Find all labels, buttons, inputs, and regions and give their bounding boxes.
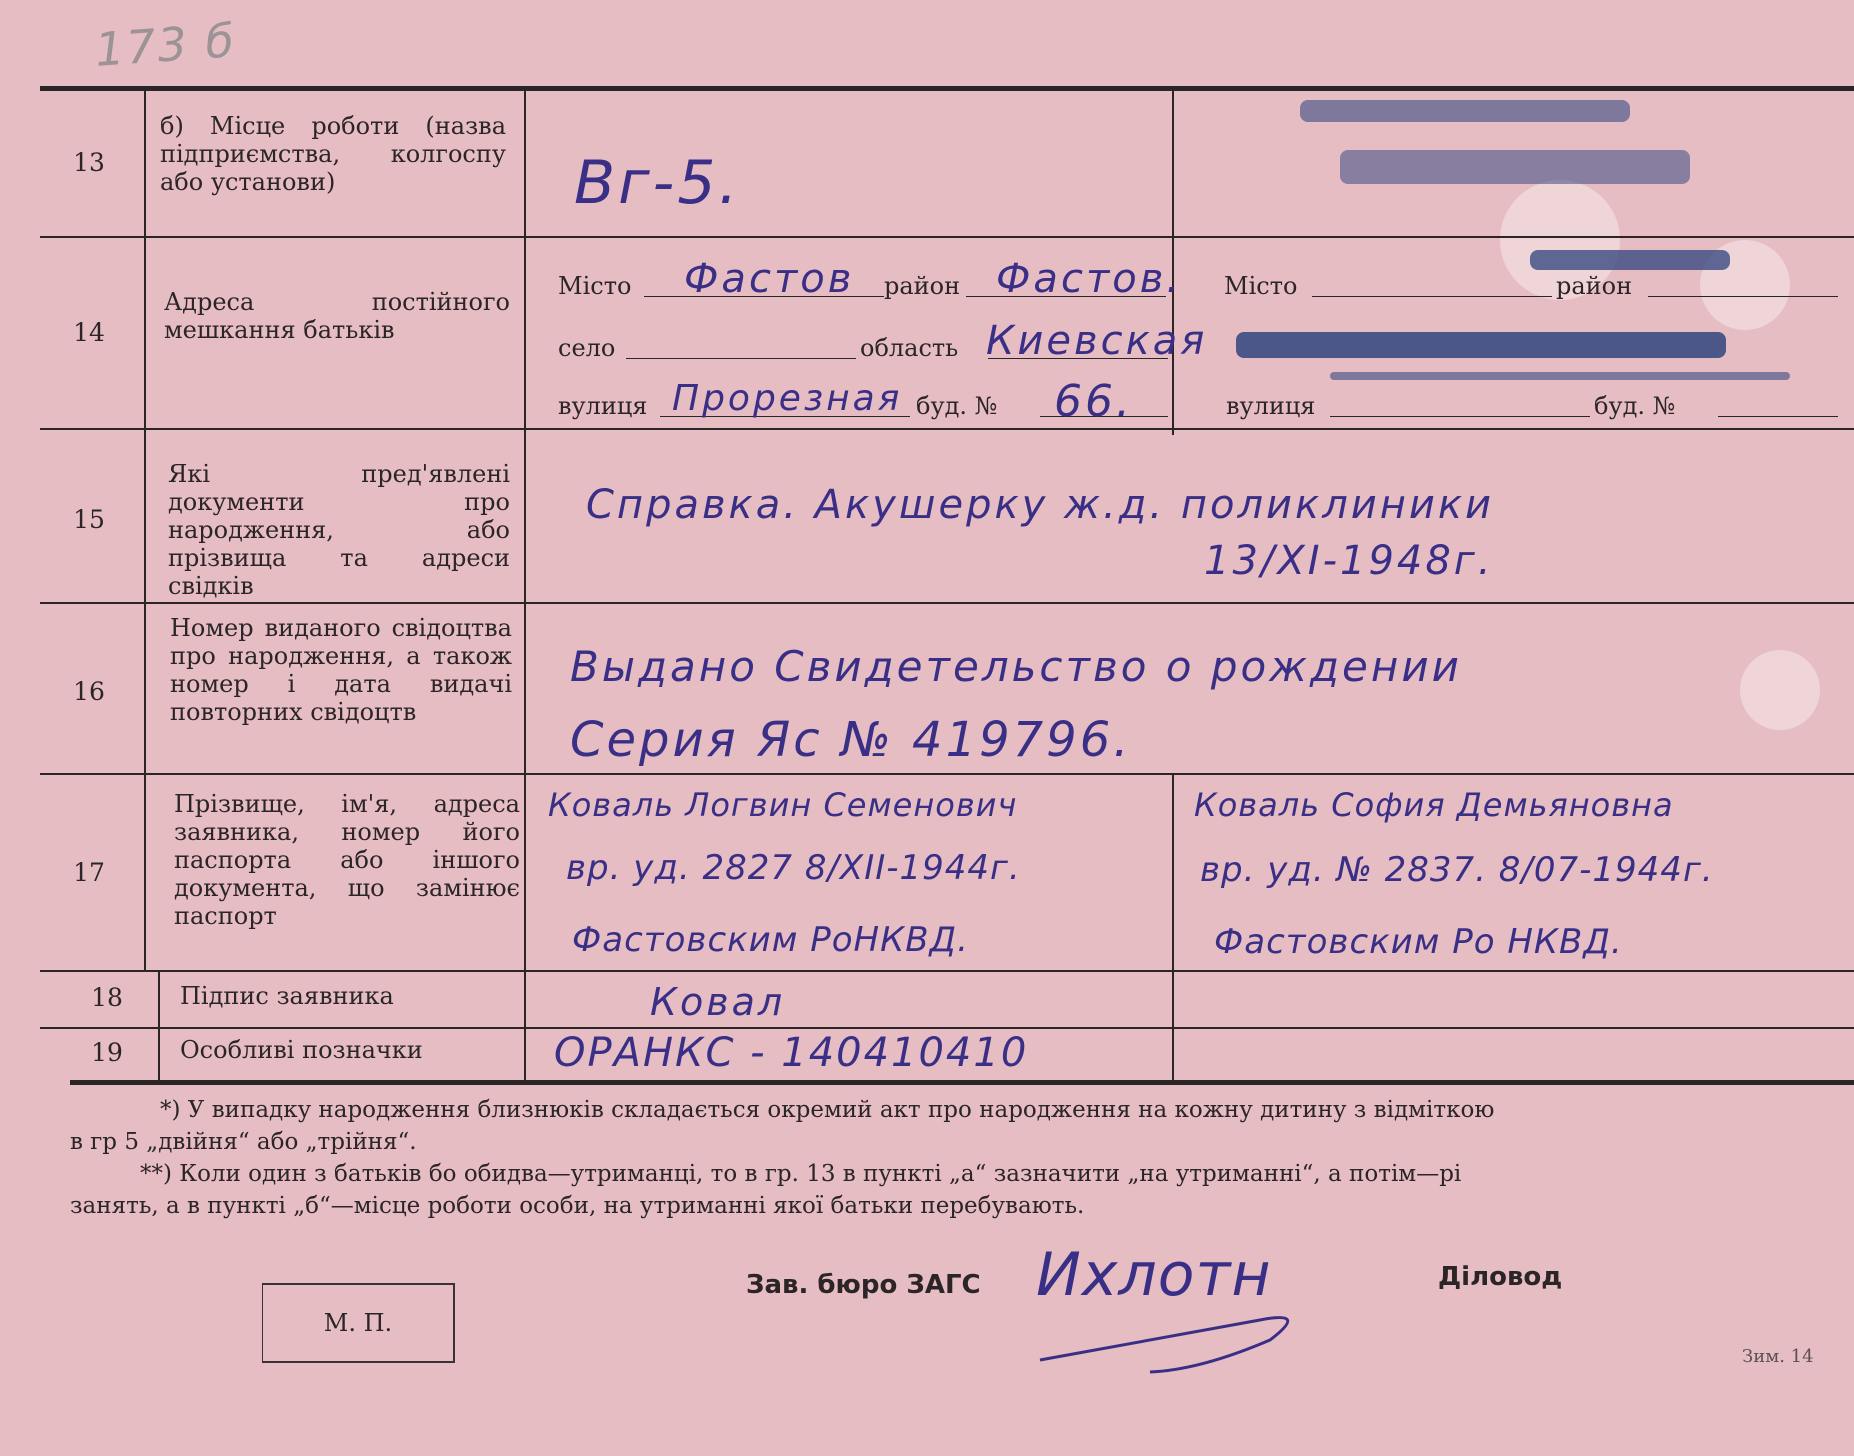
row-label-18: Підпис заявника (180, 982, 394, 1010)
hw-certificate-line2: Серия Яс № 419796. (570, 712, 1132, 768)
hw-documents-line2: 13/XI-1948г. (1204, 538, 1494, 584)
street-field-label: вулиця (558, 392, 648, 420)
redaction-mark (1530, 250, 1730, 270)
district-field-label: район (884, 272, 961, 300)
row-number-19: 19 (91, 1038, 123, 1067)
hw-documents-line1: Справка. Акушерку ж.д. поликлиники (586, 482, 1495, 528)
city-field-label: Місто (558, 272, 632, 300)
row-number-13: 13 (73, 148, 105, 177)
hw-city: Фастов (684, 256, 855, 302)
row-divider (40, 773, 1854, 775)
redaction-mark (1236, 332, 1726, 358)
hw-district: Фастов. (996, 256, 1182, 302)
form-code: Зим. 14 (1742, 1346, 1814, 1367)
row-number-18: 18 (91, 983, 123, 1012)
footnotes (70, 1094, 1850, 1222)
redaction-mark (1340, 150, 1690, 184)
street-field-label: вулиця (1226, 392, 1316, 420)
hw-certificate-line1: Выдано Свидетельство о рождении (570, 642, 1462, 691)
row-number-15: 15 (73, 505, 105, 534)
hw-applicant-father-doc: вр. уд. 2827 8/XII-1944г. (566, 848, 1021, 888)
footnote-2-line2: занять, а в пункті „б“—місце роботи особи, на утриманні якої батьки перебувають. (70, 1193, 1085, 1219)
hw-applicant-mother-doc: вр. уд. № 2837. 8/07-1944г. (1200, 850, 1714, 890)
hw-applicant-father-issuer: Фастовским РоНКВД. (572, 920, 969, 960)
redaction-mark (1300, 100, 1630, 122)
house-field-label: буд. № (1594, 392, 1676, 420)
redaction-mark (1330, 372, 1790, 380)
signature-flourish (1030, 1300, 1330, 1380)
hw-region: Киевская (986, 318, 1208, 364)
row-divider (40, 602, 1854, 604)
row-divider (40, 1027, 1854, 1029)
column-divider (1172, 775, 1174, 1080)
hw-house: 66. (1054, 376, 1133, 427)
footnote-1-line1: *) У випадку народження близнюків складається окремий акт про народження на кожну дитину з відміткою (160, 1097, 1495, 1123)
archive-number: 173 б (93, 13, 238, 77)
hw-applicant-mother-issuer: Фастовским Ро НКВД. (1214, 922, 1623, 962)
row-label-13: б) Місце роботи (назва підприємства, колгоспу або установи) (160, 112, 506, 196)
city-field-label: Місто (1224, 272, 1298, 300)
column-divider (524, 91, 526, 1080)
village-field-label: село (558, 334, 616, 362)
field-underline (1330, 416, 1590, 417)
column-divider (144, 91, 146, 970)
hw-applicant-father-name: Коваль Логвин Семенович (548, 786, 1018, 824)
row-label-19: Особливі позначки (180, 1036, 423, 1064)
footnote-2-line1: **) Коли один з батьків бо обидва—утриманці, то в гр. 13 в пункті „а“ зазначити „на утриманні“, а потім—рі (140, 1161, 1462, 1187)
paper-stain (1740, 650, 1820, 730)
hw-special-marks: ОРАНКС - 140410410 (554, 1030, 1029, 1076)
table-bottom-rule (70, 1080, 1854, 1085)
clerk-label: Діловод (1438, 1262, 1563, 1292)
hw-workplace: Вг-5. (574, 148, 741, 218)
field-underline (1648, 296, 1838, 297)
field-underline (1718, 416, 1838, 417)
row-label-14: Адреса постійного мешкання батьків (164, 288, 510, 344)
region-field-label: область (860, 334, 959, 362)
applicant-signature: Ковал (650, 980, 786, 1024)
row-number-16: 16 (73, 677, 105, 706)
registry-head-label: Зав. бюро ЗАГС (746, 1270, 981, 1300)
house-field-label: буд. № (916, 392, 998, 420)
row-label-15: Які пред'явлені документи про народження, або прізвища та адреси свідків (168, 460, 510, 600)
row-divider (40, 970, 1854, 972)
row-number-17: 17 (73, 858, 105, 887)
row-divider (40, 236, 1854, 238)
row-label-17: Прізвище, ім'я, адреса заявника, номер його паспорта або іншого документа, що замінює паспорт (174, 790, 520, 930)
field-underline (626, 358, 856, 359)
registry-head-signature: Ихлотн (1036, 1240, 1272, 1310)
seal-placeholder: М. П. (262, 1283, 455, 1363)
row-label-16: Номер виданого свідоцтва про народження, а також номер і дата видачі повторних свідоцтв (170, 614, 512, 726)
footnote-1-line2: в гр 5 „двійня“ або „трійня“. (70, 1129, 417, 1155)
hw-applicant-mother-name: Коваль София Демьяновна (1194, 786, 1674, 824)
row-divider (40, 428, 1854, 430)
table-top-rule (40, 86, 1854, 91)
field-underline (1312, 296, 1552, 297)
hw-street: Прорезная (672, 378, 903, 419)
district-field-label: район (1556, 272, 1633, 300)
row-number-14: 14 (73, 318, 105, 347)
